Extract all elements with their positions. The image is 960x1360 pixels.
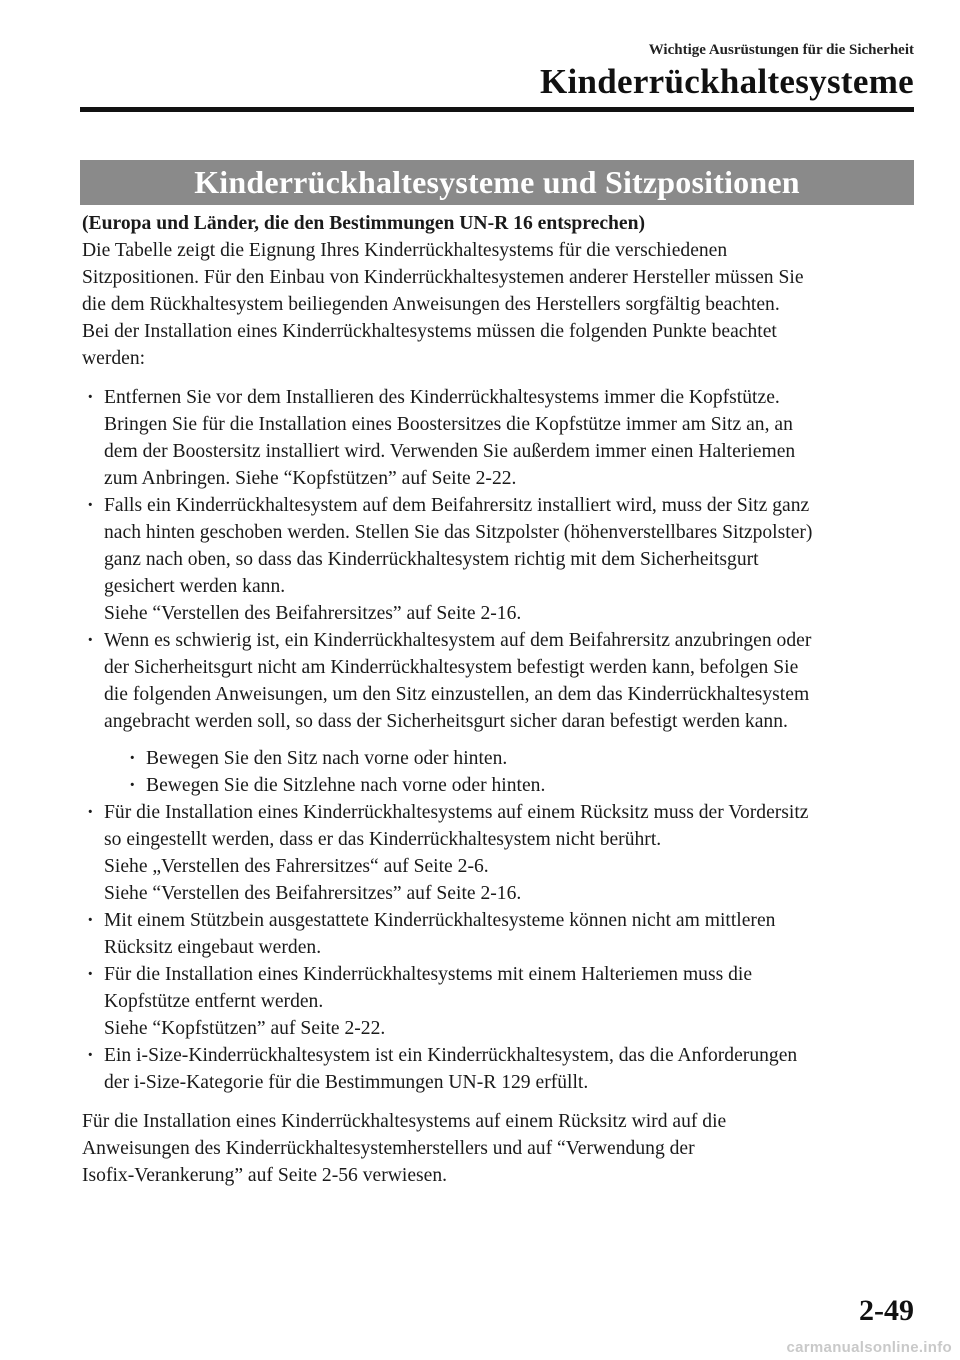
bullet-line: der i-Size-Kategorie für die Bestimmungen UN-R 129 erfüllt.: [104, 1072, 589, 1093]
bullet-line: Rücksitz eingebaut werden.: [104, 937, 322, 958]
sub-bullet-item: · Bewegen Sie den Sitz nach vorne oder hinten.: [104, 745, 914, 772]
section-banner-title: Kinderrückhaltesysteme und Sitzpositionen: [194, 164, 800, 200]
intro-paragraph: [82, 237, 914, 372]
sub-bullet-list: [104, 745, 914, 799]
bullet-line: · Ein i-Size-Kinderrückhaltesystem ist ein Kinderrückhaltesystem, das die Anforderungen: [104, 1045, 798, 1066]
bullet-item-tether-strap: [82, 961, 914, 1042]
bullet-line: angebracht werden soll, so dass der Sicherheitsgurt sicher daran befestigt werden kann.: [104, 711, 788, 732]
bullet-line: nach hinten geschoben werden. Stellen Sie das Sitzpolster (höhenverstellbares Sitzpolster): [104, 522, 813, 543]
bullet-item-support-leg: [82, 907, 914, 961]
bullet-line: · Entfernen Sie vor dem Installieren des Kinderrückhaltesystems immer die Kopfstütze.: [104, 387, 780, 408]
bullet-line: dem der Boostersitz installiert wird. Verwenden Sie außerdem immer einen Halteriemen: [104, 441, 796, 462]
bullet-line: · Falls ein Kinderrückhaltesystem auf dem Beifahrersitz installiert wird, muss der Sitz ganz: [104, 495, 810, 516]
bullet-item-difficult-install: [82, 627, 914, 799]
bullet-line: Siehe „Verstellen des Fahrersitzes“ auf Seite 2-6.: [104, 856, 489, 877]
bullet-item-rear-seat: [82, 799, 914, 907]
intro-line: Sitzpositionen. Für den Einbau von Kinderrückhaltesystemen anderer Hersteller müssen Sie: [82, 267, 804, 288]
bullet-line: Kopfstütze entfernt werden.: [104, 991, 324, 1012]
bullet-line: der Sicherheitsgurt nicht am Kinderrückhaltesystem befestigt werden kann, befolgen Sie: [104, 657, 799, 678]
intro-line: Bei der Installation eines Kinderrückhaltesystems müssen die folgenden Punkte beachtet: [82, 321, 777, 342]
sub-bullet-item: · Bewegen Sie die Sitzlehne nach vorne oder hinten.: [104, 772, 914, 799]
bullet-line: so eingestellt werden, dass er das Kinderrückhaltesystem nicht berührt.: [104, 829, 662, 850]
chapter-title: Kinderrückhaltesysteme: [539, 62, 914, 101]
closing-line: Für die Installation eines Kinderrückhaltesystems auf einem Rücksitz wird auf die: [82, 1111, 727, 1132]
region-heading: (Europa und Länder, die den Bestimmungen UN-R 16 entsprechen): [82, 213, 646, 234]
bullet-line: Bringen Sie für die Installation eines Boostersitzes die Kopfstütze immer am Sitz an, an: [104, 414, 793, 435]
closing-paragraph: [82, 1108, 914, 1189]
closing-line: Isofix-Verankerung” auf Seite 2-56 verwiesen.: [82, 1165, 448, 1186]
intro-line: werden:: [82, 348, 146, 369]
bullet-line: die folgenden Anweisungen, um den Sitz einzustellen, an dem das Kinderrückhaltesystem: [104, 684, 810, 705]
bullet-item-i-size: [82, 1042, 914, 1096]
bullet-line: Siehe “Kopfstützen” auf Seite 2-22.: [104, 1018, 386, 1039]
header-divider: [80, 107, 914, 112]
closing-line: Anweisungen des Kinderrückhaltesystemherstellers und auf “Verwendung der: [82, 1138, 695, 1159]
bullet-line: · Für die Installation eines Kinderrückhaltesystems mit einem Halteriemen muss die: [104, 964, 753, 985]
intro-line: Die Tabelle zeigt die Eignung Ihres Kinderrückhaltesystems für die verschiedenen: [82, 240, 728, 261]
section-header: Wichtige Ausrüstungen für die Sicherheit: [648, 42, 914, 58]
page-number: 2-49: [859, 1294, 914, 1327]
bullet-line: · Mit einem Stützbein ausgestattete Kinderrückhaltesysteme können nicht am mittleren: [104, 910, 776, 931]
bullet-line: Siehe “Verstellen des Beifahrersitzes” auf Seite 2-16.: [104, 883, 522, 904]
bullet-line: · Für die Installation eines Kinderrückhaltesystems auf einem Rücksitz muss der Vordersitz: [104, 802, 809, 823]
section-banner: [80, 160, 914, 205]
watermark: carmanualsonline.info: [786, 1339, 952, 1356]
bullet-line: Siehe “Verstellen des Beifahrersitzes” auf Seite 2-16.: [104, 603, 522, 624]
bullet-item-headrest: [82, 384, 914, 492]
main-content: [82, 210, 914, 1189]
bullet-item-passenger-seat: [82, 492, 914, 627]
bullet-line: zum Anbringen. Siehe “Kopfstützen” auf Seite 2-22.: [104, 468, 517, 489]
bullet-line: gesichert werden kann.: [104, 576, 286, 597]
bullet-line: ganz nach oben, so dass das Kinderrückhaltesystem richtig mit dem Sicherheitsgurt: [104, 549, 759, 570]
bullet-list: [82, 384, 914, 1096]
intro-line: die dem Rückhaltesystem beiliegenden Anweisungen des Herstellers sorgfältig beachten.: [82, 294, 780, 315]
bullet-line: · Wenn es schwierig ist, ein Kinderrückhaltesystem auf dem Beifahrersitz anzubringen oder: [104, 630, 812, 651]
